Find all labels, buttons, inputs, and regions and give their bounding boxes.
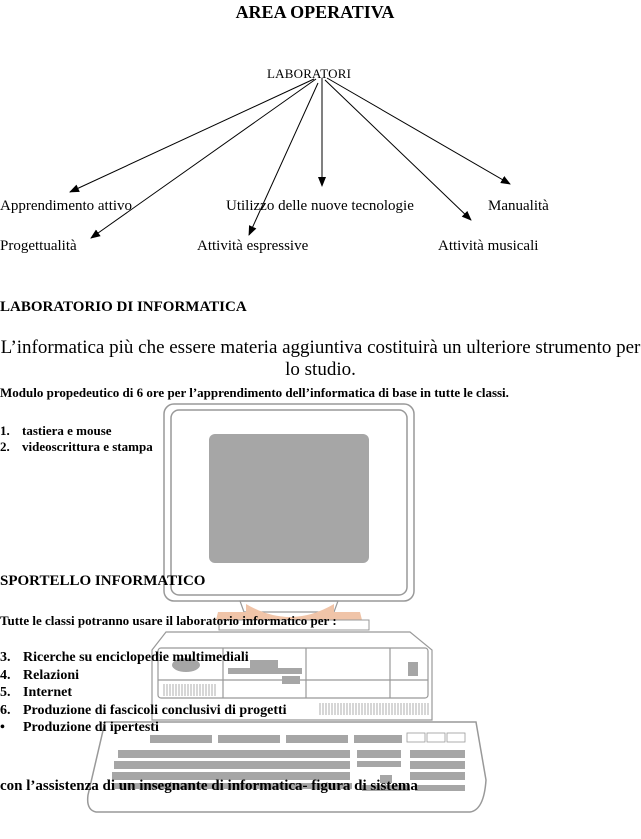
sportello-list	[0, 649, 287, 737]
list-item: 5. Internet	[0, 685, 72, 700]
section-heading-laboratorio: LABORATORIO DI INFORMATICA	[0, 299, 247, 315]
sportello-footer: con l’assistenza di un insegnante di informatica- figura di sistema	[0, 778, 418, 794]
list-item: • Produzione di ipertesti	[0, 720, 159, 735]
laboratorio-intro: L’informatica più che essere materia aggiuntiva costituirà un ulteriore strumento per lo studio.	[0, 337, 641, 380]
list-item: 1. tastiera e mouse	[0, 423, 112, 438]
diagram-node-tecnologie: Utilizzo delle nuove tecnologie	[226, 198, 414, 214]
sportello-intro: Tutte le classi potranno usare il laboratorio informatico per :	[0, 613, 337, 628]
list-item: 4. Relazioni	[0, 667, 79, 683]
diagram-node-musicali: Attività musicali	[438, 238, 539, 254]
list-item: 6. Produzione di fascicoli conclusivi di progetti	[0, 702, 287, 718]
diagram-arrows	[0, 0, 641, 300]
function-keys	[407, 733, 465, 742]
monitor-screen	[209, 434, 369, 563]
arrow-apprendimento	[70, 79, 314, 192]
section-heading-sportello: SPORTELLO INFORMATICO	[0, 573, 206, 589]
diagram-root: LABORATORI	[267, 66, 352, 81]
diagram-node-manualita: Manualità	[488, 198, 549, 214]
diagram-node-apprendimento: Apprendimento attivo	[0, 198, 133, 214]
list-item: 3. Ricerche su enciclopedie multimediali	[0, 650, 249, 665]
list-item: 2. videoscrittura e stampa	[0, 439, 153, 454]
diagram-node-espressive: Attività espressive	[197, 238, 309, 254]
page-title: AREA OPERATIVA	[235, 2, 395, 22]
laboratorio-modulo: Modulo propedeutico di 6 ore per l’apprendimento dell’informatica di base in tutte le classi.	[0, 385, 509, 400]
diagram-node-progettualita: Progettualità	[0, 238, 77, 254]
arrow-manualita	[327, 78, 510, 184]
laboratorio-list	[0, 423, 153, 455]
